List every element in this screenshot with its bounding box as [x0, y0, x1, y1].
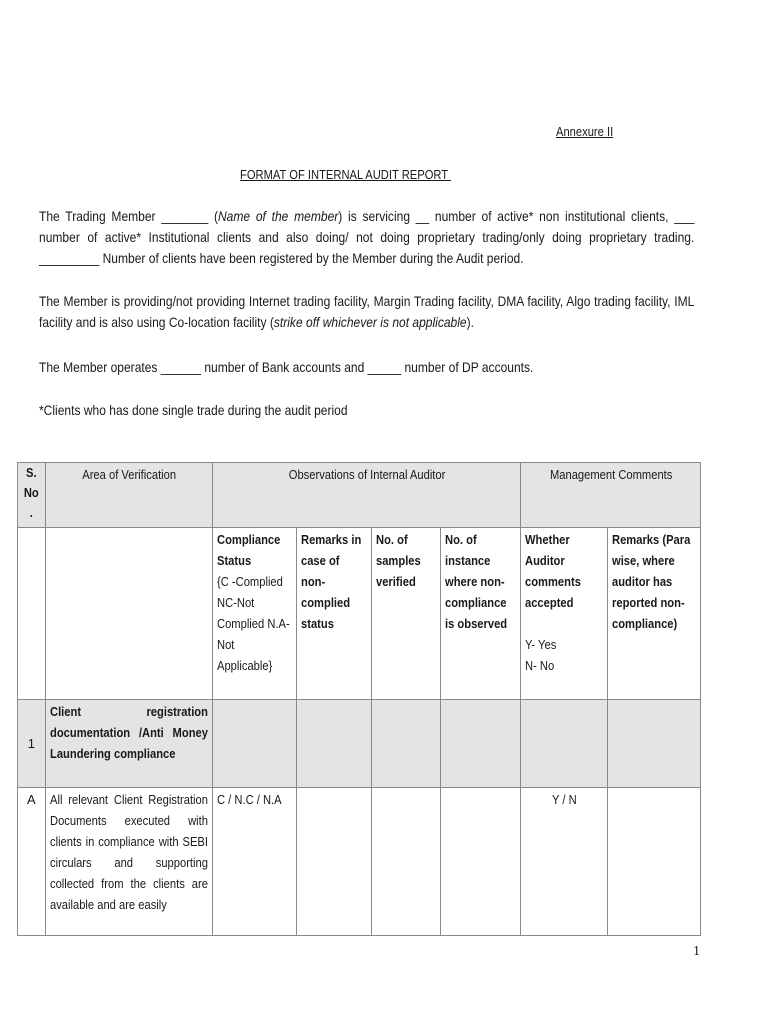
section-row — [18, 700, 701, 788]
subheader-samples: No. of samples verified — [371, 528, 440, 700]
document-title: FORMAT OF INTERNAL AUDIT REPORT — [240, 167, 452, 182]
whether-title: Whether Auditor comments accepted — [525, 532, 582, 610]
header-sno: S. No . — [18, 463, 46, 528]
compliance-legend: {C -Complied NC-Not Complied N.A- Not Applicable} — [216, 574, 290, 673]
intro-text-2: ) is servicing __ number of active* non institutional clients, ___ number of active* Institutional clients and also doing/ not doing proprietary trading/only doing proprietary trading. _________ Number of clients have been registered by the Member during the Audit period. — [39, 208, 695, 266]
row-a-remarks — [297, 788, 371, 936]
facilities-text-1: The Member is providing/not providing Internet trading facility, Margin Trading facility, DMA facility, Algo trading facility, IML facility and is also using Co-location facility ( — [39, 293, 695, 330]
facilities-italic: strike off whichever is not applicable — [273, 314, 467, 330]
section-cell-3 — [212, 700, 296, 788]
row-a-accepted: Y / N — [521, 788, 608, 936]
facilities-text-2: ). — [466, 314, 474, 330]
table-row — [18, 788, 701, 936]
intro-paragraph — [39, 206, 694, 269]
row-a-compliance: C / N.C / N.A — [212, 788, 296, 936]
header-area: Area of Verification — [45, 463, 212, 528]
whether-no: N- No — [525, 658, 555, 673]
intro-text-1: The Trading Member _______ ( — [39, 208, 218, 224]
subheader-whether — [521, 528, 608, 700]
subheader-area — [45, 528, 212, 700]
annexure-label: Annexure II — [556, 124, 614, 139]
page-number: 1 — [693, 944, 700, 959]
row-a-number: A — [18, 788, 46, 936]
subheader-remarks: Remarks in case of non-complied status — [297, 528, 371, 700]
audit-table — [17, 462, 701, 936]
section-cell-4 — [297, 700, 371, 788]
section-cell-7 — [521, 700, 608, 788]
intro-italic: Name of the member — [217, 208, 339, 224]
section-cell-8 — [608, 700, 701, 788]
subheader-compliance — [212, 528, 296, 700]
subheader-remarks-para: Remarks (Para wise, where auditor has reported non-compliance) — [608, 528, 701, 700]
table-subheader-row — [18, 528, 701, 700]
row-a-area: All relevant Client Registration Documents executed with clients in compliance with SEBI circulars and supporting collected from the clients are available and are easily — [45, 788, 212, 936]
subheader-instance: No. of instance where non-compliance is observed — [440, 528, 521, 700]
section-cell-6 — [440, 700, 521, 788]
subheader-sno — [18, 528, 46, 700]
compliance-title: Compliance Status — [216, 532, 281, 568]
facilities-paragraph — [39, 291, 694, 333]
section-title: Client registration documentation /Anti Money Laundering compliance — [45, 700, 212, 788]
footnote-paragraph: *Clients who has done single trade during the audit period — [39, 402, 348, 418]
header-management: Management Comments — [521, 463, 701, 528]
section-number: 1 — [18, 700, 46, 788]
section-cell-5 — [371, 700, 440, 788]
accounts-paragraph: The Member operates ______ number of Bank accounts and _____ number of DP accounts. — [39, 359, 534, 375]
row-a-instance — [440, 788, 521, 936]
row-a-samples — [371, 788, 440, 936]
header-observations: Observations of Internal Auditor — [212, 463, 520, 528]
row-a-remarks-para — [608, 788, 701, 936]
table-header-row — [18, 463, 701, 528]
whether-yes: Y- Yes — [525, 637, 557, 652]
